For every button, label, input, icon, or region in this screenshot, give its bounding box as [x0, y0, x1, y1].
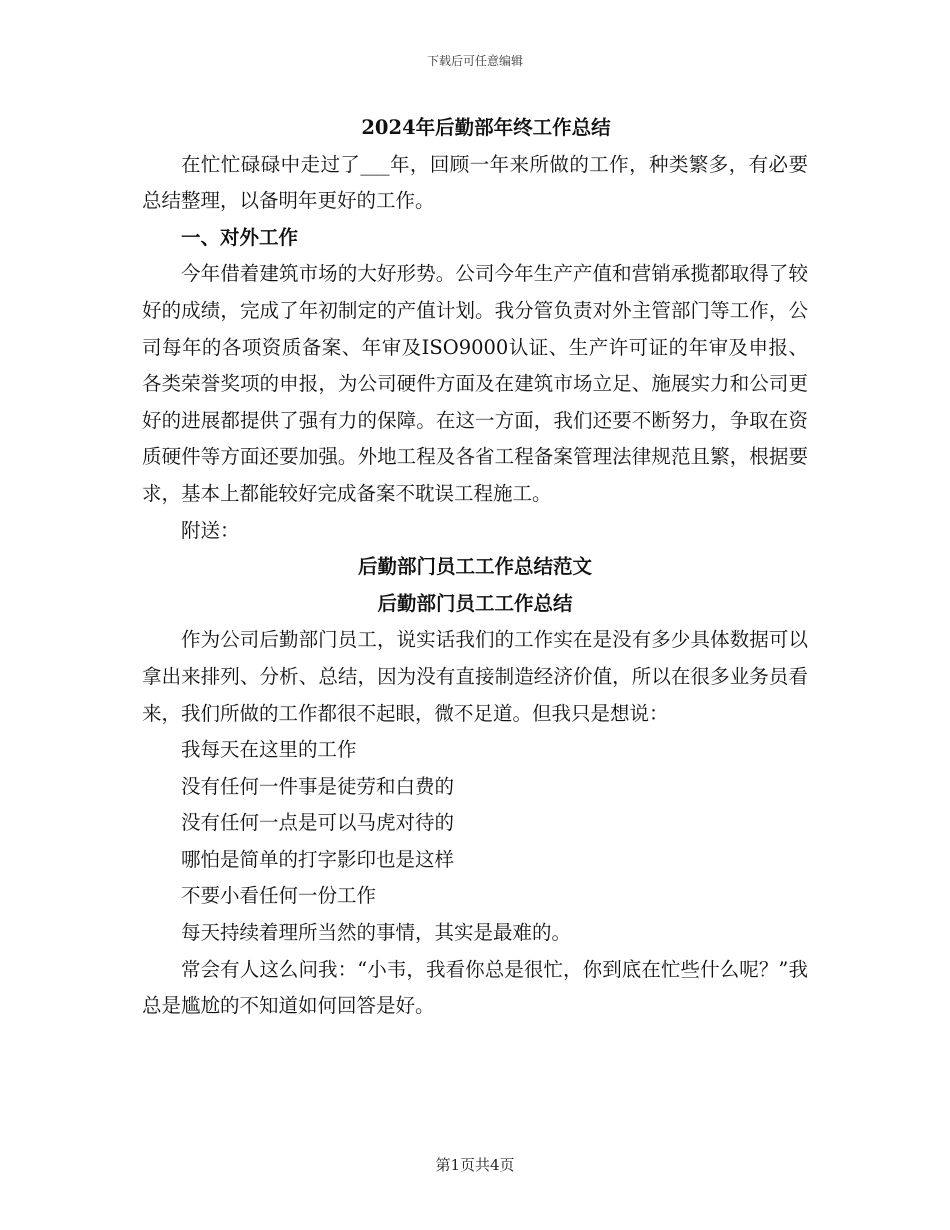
page-indicator: 第1页共4页	[435, 1156, 515, 1174]
verse-line: 没有任何一件事是徒劳和白费的	[181, 774, 455, 798]
verse-line: 没有任何一点是可以马虎对待的	[181, 811, 455, 835]
verse-line: 每天持续着理所当然的事情，其实是最难的。	[181, 921, 572, 945]
section-external-work-paragraph: 今年借着建筑市场的大好形势。公司今年生产产值和营销承揽都取得了较好的成绩，完成了年初制定的产值计划。我分管负责对外主管部门等工作，公司每年的各项资质备案、年审及ISO9000认证、生产许可证的年审及申报、各类荣誉奖项的申报，为公司硬件方面及在建筑市场立足、施展实力和公司更好的进展都提供了强有力的保障。在这一方面，我们还要不断努力，争取在资质硬件等方面还要加强。外地工程及各省工程备案管理法律规范且繁，根据要求，基本上都能较好完成备案不耽误工程施工。	[142, 262, 808, 505]
intro-paragraph: 在忙忙碌碌中走过了___年，回顾一年来所做的工作，种类繁多，有必要总结整理，以备明年更好的工作。	[142, 152, 808, 213]
verse-line: 哪怕是简单的打字影印也是这样	[181, 847, 455, 871]
verse-line: 不要小看任何一份工作	[181, 884, 377, 908]
section-heading-external-work: 一、对外工作	[181, 225, 299, 249]
page-header-note: 下载后可任意编辑	[426, 54, 523, 68]
attachment-label: 附送：	[181, 518, 240, 542]
attachment-paragraph-1: 作为公司后勤部门员工，说实话我们的工作实在是没有多少具体数据可以拿出来排列、分析、总结，因为没有直接制造经济价值，所以在很多业务员看来，我们所做的工作都很不起眼，微不足道。但我只是想说：	[142, 628, 808, 725]
attachment-title: 后勤部门员工工作总结范文	[357, 555, 592, 579]
verse-line: 我每天在这里的工作	[181, 738, 357, 762]
document-body	[142, 110, 808, 1025]
document-title: 2024年后勤部年终工作总结	[361, 116, 611, 139]
attachment-subtitle: 后勤部门员工工作总结	[377, 591, 573, 615]
attachment-paragraph-2: 常会有人这么问我：“小韦，我看你总是很忙，你到底在忙些什么呢？”我总是尴尬的不知道如何回答是好。	[142, 957, 808, 1018]
